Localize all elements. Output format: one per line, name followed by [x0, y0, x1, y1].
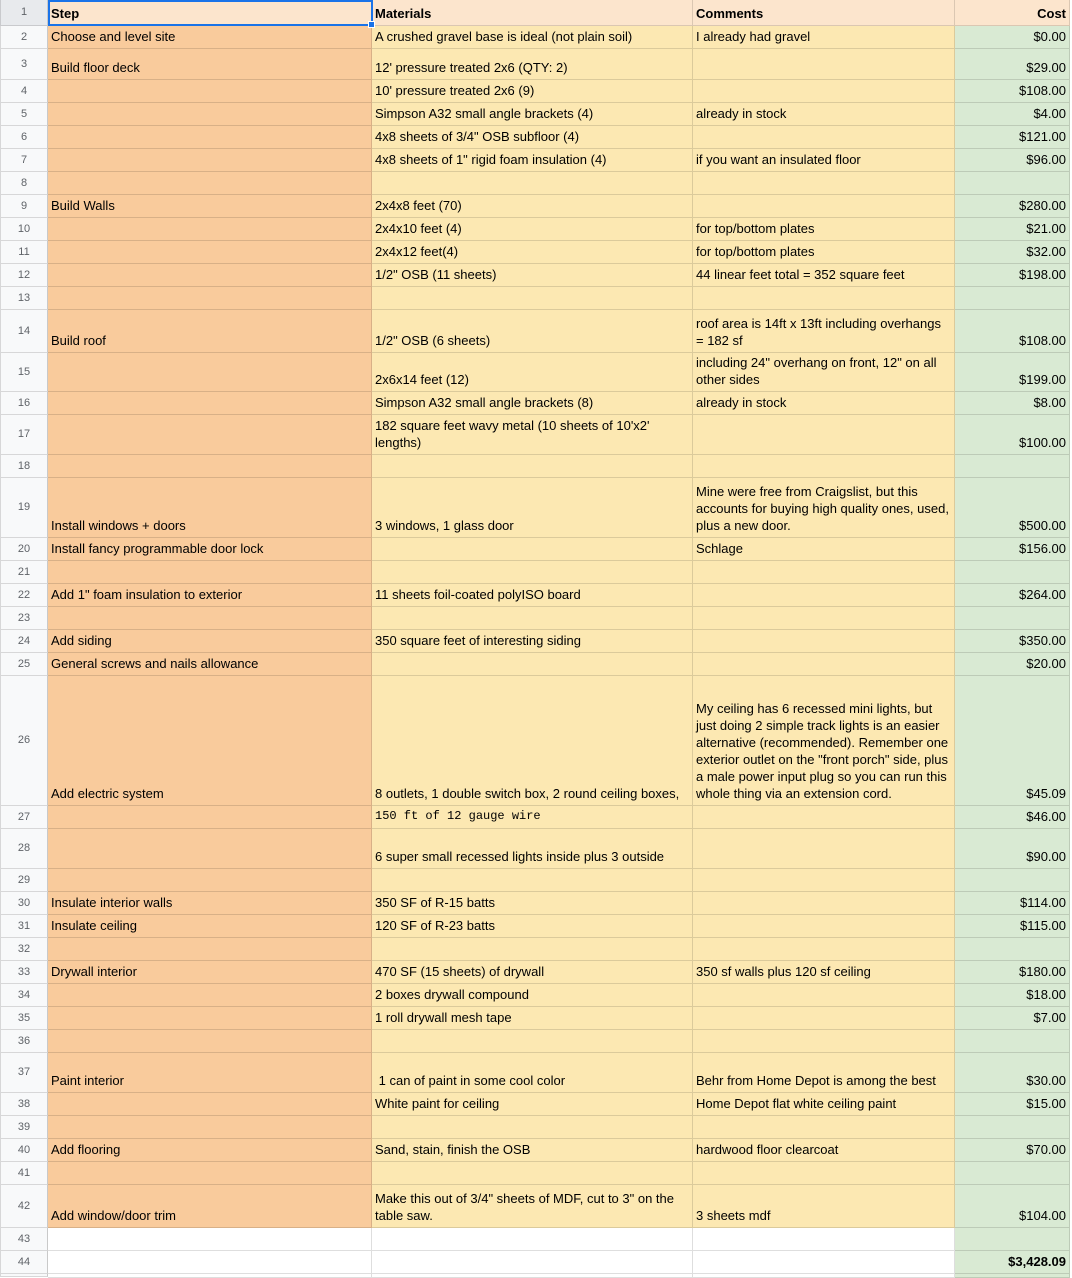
cell-materials[interactable]: [372, 538, 693, 561]
row-number[interactable]: 9: [0, 195, 48, 218]
cell-step[interactable]: Build Walls: [48, 195, 372, 218]
cell-materials[interactable]: 2x4x12 feet(4): [372, 241, 693, 264]
row-number[interactable]: 28: [0, 829, 48, 869]
table-row: [0, 287, 1070, 310]
cell-comments[interactable]: [693, 1228, 955, 1251]
cell-step[interactable]: [48, 561, 372, 584]
cell-materials[interactable]: [372, 938, 693, 961]
cell-materials[interactable]: [372, 1030, 693, 1053]
cell-step[interactable]: Install fancy programmable door lock: [48, 538, 372, 561]
row-number[interactable]: 4: [0, 80, 48, 103]
cell-comments[interactable]: [693, 1162, 955, 1185]
cell-cost[interactable]: [955, 1228, 1070, 1251]
cell-materials[interactable]: 1 roll drywall mesh tape: [372, 1007, 693, 1030]
cell-comments[interactable]: roof area is 14ft x 13ft including overhangs = 182 sf: [693, 310, 955, 353]
cell-step[interactable]: [48, 455, 372, 478]
cell-materials[interactable]: 350 square feet of interesting siding: [372, 630, 693, 653]
cell-step[interactable]: [48, 869, 372, 892]
cell-comments[interactable]: Schlage: [693, 538, 955, 561]
cell-cost[interactable]: $0.00: [955, 26, 1070, 49]
cell-materials[interactable]: [372, 653, 693, 676]
row-number[interactable]: 20: [0, 538, 48, 561]
table-row: [0, 353, 1070, 392]
row-number[interactable]: 23: [0, 607, 48, 630]
cell-materials[interactable]: White paint for ceiling: [372, 1093, 693, 1116]
cell-step[interactable]: [48, 80, 372, 103]
cell-comments[interactable]: [693, 984, 955, 1007]
cell-materials[interactable]: Sand, stain, finish the OSB: [372, 1139, 693, 1162]
cell-step[interactable]: [48, 126, 372, 149]
table-row: [0, 241, 1070, 264]
cell-cost[interactable]: $20.00: [955, 653, 1070, 676]
cell-step[interactable]: [48, 1251, 372, 1274]
cell-comments[interactable]: [693, 607, 955, 630]
cell-step[interactable]: [48, 1030, 372, 1053]
cell-comments[interactable]: [693, 287, 955, 310]
cell-comments[interactable]: 350 sf walls plus 120 sf ceiling: [693, 961, 955, 984]
cell-cost[interactable]: $21.00: [955, 218, 1070, 241]
cell-step[interactable]: Install windows + doors: [48, 478, 372, 538]
cell-materials[interactable]: 150 ft of 12 gauge wire: [372, 806, 693, 829]
cell-comments[interactable]: [693, 653, 955, 676]
cell-step[interactable]: Choose and level site: [48, 26, 372, 49]
cell-materials[interactable]: 4x8 sheets of 1" rigid foam insulation (4): [372, 149, 693, 172]
cell-step[interactable]: [48, 103, 372, 126]
row-number[interactable]: 11: [0, 241, 48, 264]
row-number[interactable]: 18: [0, 455, 48, 478]
row-number[interactable]: [0, 1274, 48, 1277]
cell-materials[interactable]: Simpson A32 small angle brackets (4): [372, 103, 693, 126]
cell-cost[interactable]: [955, 455, 1070, 478]
cell-cost[interactable]: $198.00: [955, 264, 1070, 287]
row-number[interactable]: 44: [0, 1251, 48, 1274]
cell-step[interactable]: [48, 806, 372, 829]
table-row: [0, 103, 1070, 126]
cell-cost[interactable]: $156.00: [955, 538, 1070, 561]
cell-cost[interactable]: $15.00: [955, 1093, 1070, 1116]
row-number[interactable]: 37: [0, 1053, 48, 1093]
table-row: [0, 961, 1070, 984]
cell-step[interactable]: Insulate interior walls: [48, 892, 372, 915]
table-row: [0, 478, 1070, 538]
cell-cost[interactable]: $180.00: [955, 961, 1070, 984]
cell-materials[interactable]: 8 outlets, 1 double switch box, 2 round ceiling boxes,: [372, 676, 693, 806]
cell-comments[interactable]: 44 linear feet total = 352 square feet: [693, 264, 955, 287]
table-row: [0, 264, 1070, 287]
cell-step[interactable]: [48, 287, 372, 310]
row-number[interactable]: 41: [0, 1162, 48, 1185]
table-row: [0, 1093, 1070, 1116]
cell-cost[interactable]: [955, 1162, 1070, 1185]
cell-step[interactable]: General screws and nails allowance: [48, 653, 372, 676]
cell-materials[interactable]: 11 sheets foil-coated polyISO board: [372, 584, 693, 607]
cell-step[interactable]: [48, 1162, 372, 1185]
cell-comments[interactable]: I already had gravel: [693, 26, 955, 49]
table-row: [0, 584, 1070, 607]
cell-cost[interactable]: $3,428.09: [955, 1251, 1070, 1274]
row-number[interactable]: 17: [0, 415, 48, 455]
cell-cost[interactable]: $100.00: [955, 415, 1070, 455]
table-row: [0, 1030, 1070, 1053]
row-number[interactable]: 19: [0, 478, 48, 538]
cell-cost[interactable]: $18.00: [955, 984, 1070, 1007]
table-row: [0, 1007, 1070, 1030]
cell-cost[interactable]: $8.00: [955, 392, 1070, 415]
cell-step[interactable]: [48, 1116, 372, 1139]
cell-comments[interactable]: [693, 829, 955, 869]
table-row: [0, 455, 1070, 478]
column-header-cost[interactable]: Cost: [955, 0, 1070, 26]
cell-step[interactable]: Build roof: [48, 310, 372, 353]
cell-materials[interactable]: Simpson A32 small angle brackets (8): [372, 392, 693, 415]
cell-materials[interactable]: 10' pressure treated 2x6 (9): [372, 80, 693, 103]
cell-comments[interactable]: for top/bottom plates: [693, 218, 955, 241]
table-row: [0, 676, 1070, 806]
cell-step[interactable]: [48, 1007, 372, 1030]
table-row: [0, 1185, 1070, 1228]
cell-cost[interactable]: $108.00: [955, 80, 1070, 103]
cell-materials[interactable]: [372, 172, 693, 195]
cell-cost[interactable]: $114.00: [955, 892, 1070, 915]
table-row: [0, 806, 1070, 829]
cell-step[interactable]: [48, 1093, 372, 1116]
cell-materials[interactable]: [372, 455, 693, 478]
table-row: [0, 172, 1070, 195]
row-number[interactable]: 25: [0, 653, 48, 676]
cell-step[interactable]: [48, 607, 372, 630]
row-number[interactable]: 21: [0, 561, 48, 584]
cell-cost[interactable]: $70.00: [955, 1139, 1070, 1162]
row-number[interactable]: 1: [0, 0, 48, 26]
row-number[interactable]: 6: [0, 126, 48, 149]
cell-cost[interactable]: $280.00: [955, 195, 1070, 218]
row-number[interactable]: 24: [0, 630, 48, 653]
cell-comments[interactable]: [693, 1116, 955, 1139]
cell-materials[interactable]: 2x4x10 feet (4): [372, 218, 693, 241]
table-row: [0, 80, 1070, 103]
table-row: [0, 49, 1070, 80]
cell-materials[interactable]: [372, 869, 693, 892]
row-number[interactable]: 22: [0, 584, 48, 607]
row-number[interactable]: 31: [0, 915, 48, 938]
cell-step[interactable]: Add siding: [48, 630, 372, 653]
cell-cost[interactable]: $46.00: [955, 806, 1070, 829]
cell-cost[interactable]: $264.00: [955, 584, 1070, 607]
cell-materials[interactable]: Make this out of 3/4" sheets of MDF, cut to 3" on the table saw.: [372, 1185, 693, 1228]
cell-step[interactable]: Add window/door trim: [48, 1185, 372, 1228]
row-number[interactable]: 13: [0, 287, 48, 310]
table-row: [0, 1228, 1070, 1251]
table-row: [0, 126, 1070, 149]
cell-step[interactable]: Insulate ceiling: [48, 915, 372, 938]
cell-step[interactable]: [48, 829, 372, 869]
cell-cost[interactable]: [955, 172, 1070, 195]
row-number[interactable]: 43: [0, 1228, 48, 1251]
row-number[interactable]: 32: [0, 938, 48, 961]
table-row: [0, 607, 1070, 630]
table-row: [0, 653, 1070, 676]
cell-step[interactable]: [48, 241, 372, 264]
cell-cost[interactable]: [955, 869, 1070, 892]
cell-cost[interactable]: [955, 607, 1070, 630]
cell-comments[interactable]: already in stock: [693, 392, 955, 415]
row-number[interactable]: 40: [0, 1139, 48, 1162]
cell-comments[interactable]: including 24" overhang on front, 12" on all other sides: [693, 353, 955, 392]
cell-materials[interactable]: [372, 287, 693, 310]
cell-materials[interactable]: 6 super small recessed lights inside plus 3 outside: [372, 829, 693, 869]
cell-step[interactable]: [48, 172, 372, 195]
row-number[interactable]: 27: [0, 806, 48, 829]
cell-materials[interactable]: 1/2" OSB (11 sheets): [372, 264, 693, 287]
table-row: [0, 561, 1070, 584]
cell-materials[interactable]: A crushed gravel base is ideal (not plain soil): [372, 26, 693, 49]
cell-cost[interactable]: $350.00: [955, 630, 1070, 653]
cell-materials[interactable]: [372, 1251, 693, 1274]
cell-comments[interactable]: [693, 892, 955, 915]
row-number[interactable]: 35: [0, 1007, 48, 1030]
cell-step[interactable]: Add 1" foam insulation to exterior: [48, 584, 372, 607]
rows-container: [0, 26, 1072, 1278]
cell-cost[interactable]: $45.09: [955, 676, 1070, 806]
cell-comments[interactable]: Behr from Home Depot is among the best: [693, 1053, 955, 1093]
row-number[interactable]: 42: [0, 1185, 48, 1228]
row-number[interactable]: 16: [0, 392, 48, 415]
cell-cost[interactable]: [955, 938, 1070, 961]
cell-cost[interactable]: [955, 287, 1070, 310]
cell-materials[interactable]: 2x4x8 feet (70): [372, 195, 693, 218]
cell-step[interactable]: [48, 264, 372, 287]
row-number[interactable]: 8: [0, 172, 48, 195]
cell-comments[interactable]: [693, 172, 955, 195]
cell-materials[interactable]: 2x6x14 feet (12): [372, 353, 693, 392]
cell-comments[interactable]: Mine were free from Craigslist, but this accounts for buying high quality ones, used, plus a new door.: [693, 478, 955, 538]
row-number[interactable]: 33: [0, 961, 48, 984]
cell-comments[interactable]: [693, 915, 955, 938]
cell-comments[interactable]: [693, 1030, 955, 1053]
cell-materials[interactable]: 1/2" OSB (6 sheets): [372, 310, 693, 353]
cell-step[interactable]: [48, 984, 372, 1007]
cell-cost[interactable]: $500.00: [955, 478, 1070, 538]
cell-materials[interactable]: 1 can of paint in some cool color: [372, 1053, 693, 1093]
cell-cost[interactable]: $4.00: [955, 103, 1070, 126]
cell-comments[interactable]: [693, 1007, 955, 1030]
table-row: [0, 415, 1070, 455]
cell-cost[interactable]: $30.00: [955, 1053, 1070, 1093]
cell-comments[interactable]: My ceiling has 6 recessed mini lights, but just doing 2 simple track lights is an easier alternative (recommended). Remember one exterior outlet on the "front porch" side, plus a male power input plug so you can run this whole thing via an extension cord.: [693, 676, 955, 806]
table-row: [0, 892, 1070, 915]
cell-materials[interactable]: 350 SF of R-15 batts: [372, 892, 693, 915]
cell-comments[interactable]: [693, 806, 955, 829]
row-number[interactable]: 26: [0, 676, 48, 806]
cell-materials[interactable]: [372, 1116, 693, 1139]
table-row: [0, 149, 1070, 172]
table-row: [0, 392, 1070, 415]
cell-step[interactable]: Build floor deck: [48, 49, 372, 80]
cell-comments[interactable]: [693, 938, 955, 961]
cell-comments[interactable]: already in stock: [693, 103, 955, 126]
cell-comments[interactable]: [693, 869, 955, 892]
table-row: [0, 1162, 1070, 1185]
table-row: [0, 1053, 1070, 1093]
row-number[interactable]: 3: [0, 49, 48, 80]
cell-cost[interactable]: $115.00: [955, 915, 1070, 938]
cell-comments[interactable]: 3 sheets mdf: [693, 1185, 955, 1228]
row-number[interactable]: 36: [0, 1030, 48, 1053]
table-row: [0, 1116, 1070, 1139]
table-row: [0, 538, 1070, 561]
cell-materials[interactable]: 2 boxes drywall compound: [372, 984, 693, 1007]
cell-materials[interactable]: 12' pressure treated 2x6 (QTY: 2): [372, 49, 693, 80]
cell-step[interactable]: [48, 218, 372, 241]
cell-comments[interactable]: [693, 415, 955, 455]
row-number[interactable]: 12: [0, 264, 48, 287]
row-number[interactable]: 5: [0, 103, 48, 126]
cell-cost[interactable]: $104.00: [955, 1185, 1070, 1228]
cell-materials[interactable]: 4x8 sheets of 3/4" OSB subfloor (4): [372, 126, 693, 149]
cell-comments[interactable]: [693, 561, 955, 584]
cell-comments[interactable]: [693, 455, 955, 478]
cell-comments[interactable]: [693, 126, 955, 149]
cell-materials[interactable]: 182 square feet wavy metal (10 sheets of 10'x2' lengths): [372, 415, 693, 455]
row-number[interactable]: 14: [0, 310, 48, 353]
table-row: [0, 869, 1070, 892]
cell-comments[interactable]: hardwood floor clearcoat: [693, 1139, 955, 1162]
cell-materials[interactable]: [372, 1228, 693, 1251]
cell-step[interactable]: Add flooring: [48, 1139, 372, 1162]
table-row: [0, 195, 1070, 218]
cell-comments[interactable]: [693, 584, 955, 607]
cell-cost[interactable]: $29.00: [955, 49, 1070, 80]
row-number[interactable]: 30: [0, 892, 48, 915]
cell-step[interactable]: Paint interior: [48, 1053, 372, 1093]
table-row: [0, 218, 1070, 241]
cell-comments[interactable]: [693, 195, 955, 218]
table-row: [0, 310, 1070, 353]
row-number[interactable]: 2: [0, 26, 48, 49]
row-number[interactable]: 10: [0, 218, 48, 241]
cell-cost[interactable]: [955, 1116, 1070, 1139]
cell-step[interactable]: Drywall interior: [48, 961, 372, 984]
cell-step[interactable]: Add electric system: [48, 676, 372, 806]
table-row: [0, 26, 1070, 49]
cell-comments[interactable]: for top/bottom plates: [693, 241, 955, 264]
column-header-step[interactable]: Step: [48, 0, 372, 26]
table-row: [0, 630, 1070, 653]
cell-cost[interactable]: $108.00: [955, 310, 1070, 353]
cell-cost[interactable]: $7.00: [955, 1007, 1070, 1030]
cell-comments[interactable]: [693, 1251, 955, 1274]
row-number[interactable]: 34: [0, 984, 48, 1007]
cell-cost[interactable]: $121.00: [955, 126, 1070, 149]
cell-comments[interactable]: if you want an insulated floor: [693, 149, 955, 172]
table-row: [0, 1251, 1070, 1274]
cell-step[interactable]: [48, 1228, 372, 1251]
cell-cost[interactable]: [955, 561, 1070, 584]
cell-step[interactable]: [48, 353, 372, 392]
row-number[interactable]: 38: [0, 1093, 48, 1116]
table-row: [0, 829, 1070, 869]
cell-cost[interactable]: $90.00: [955, 829, 1070, 869]
column-header-materials[interactable]: Materials: [372, 0, 693, 26]
table-row: [0, 938, 1070, 961]
cell-materials[interactable]: 470 SF (15 sheets) of drywall: [372, 961, 693, 984]
cell-cost[interactable]: $96.00: [955, 149, 1070, 172]
row-number[interactable]: 39: [0, 1116, 48, 1139]
cell-step[interactable]: [48, 938, 372, 961]
cell-comments[interactable]: Home Depot flat white ceiling paint: [693, 1093, 955, 1116]
cell-comments[interactable]: [693, 49, 955, 80]
cell-step[interactable]: [48, 415, 372, 455]
cell-comments[interactable]: [693, 630, 955, 653]
row-number[interactable]: 29: [0, 869, 48, 892]
table-row: [0, 1139, 1070, 1162]
cell-step[interactable]: [48, 392, 372, 415]
cell-cost[interactable]: $199.00: [955, 353, 1070, 392]
cell-step[interactable]: [48, 149, 372, 172]
cell-materials[interactable]: [372, 1162, 693, 1185]
header-row: [0, 0, 1070, 26]
cell-materials[interactable]: 3 windows, 1 glass door: [372, 478, 693, 538]
cell-materials[interactable]: [372, 607, 693, 630]
column-header-comments[interactable]: Comments: [693, 0, 955, 26]
cell-cost[interactable]: $32.00: [955, 241, 1070, 264]
cell-cost[interactable]: [955, 1030, 1070, 1053]
cell-materials[interactable]: 120 SF of R-23 batts: [372, 915, 693, 938]
table-row: [0, 915, 1070, 938]
cell-comments[interactable]: [693, 80, 955, 103]
row-number[interactable]: 15: [0, 353, 48, 392]
row-number[interactable]: 7: [0, 149, 48, 172]
table-row: [0, 984, 1070, 1007]
cell-materials[interactable]: [372, 561, 693, 584]
